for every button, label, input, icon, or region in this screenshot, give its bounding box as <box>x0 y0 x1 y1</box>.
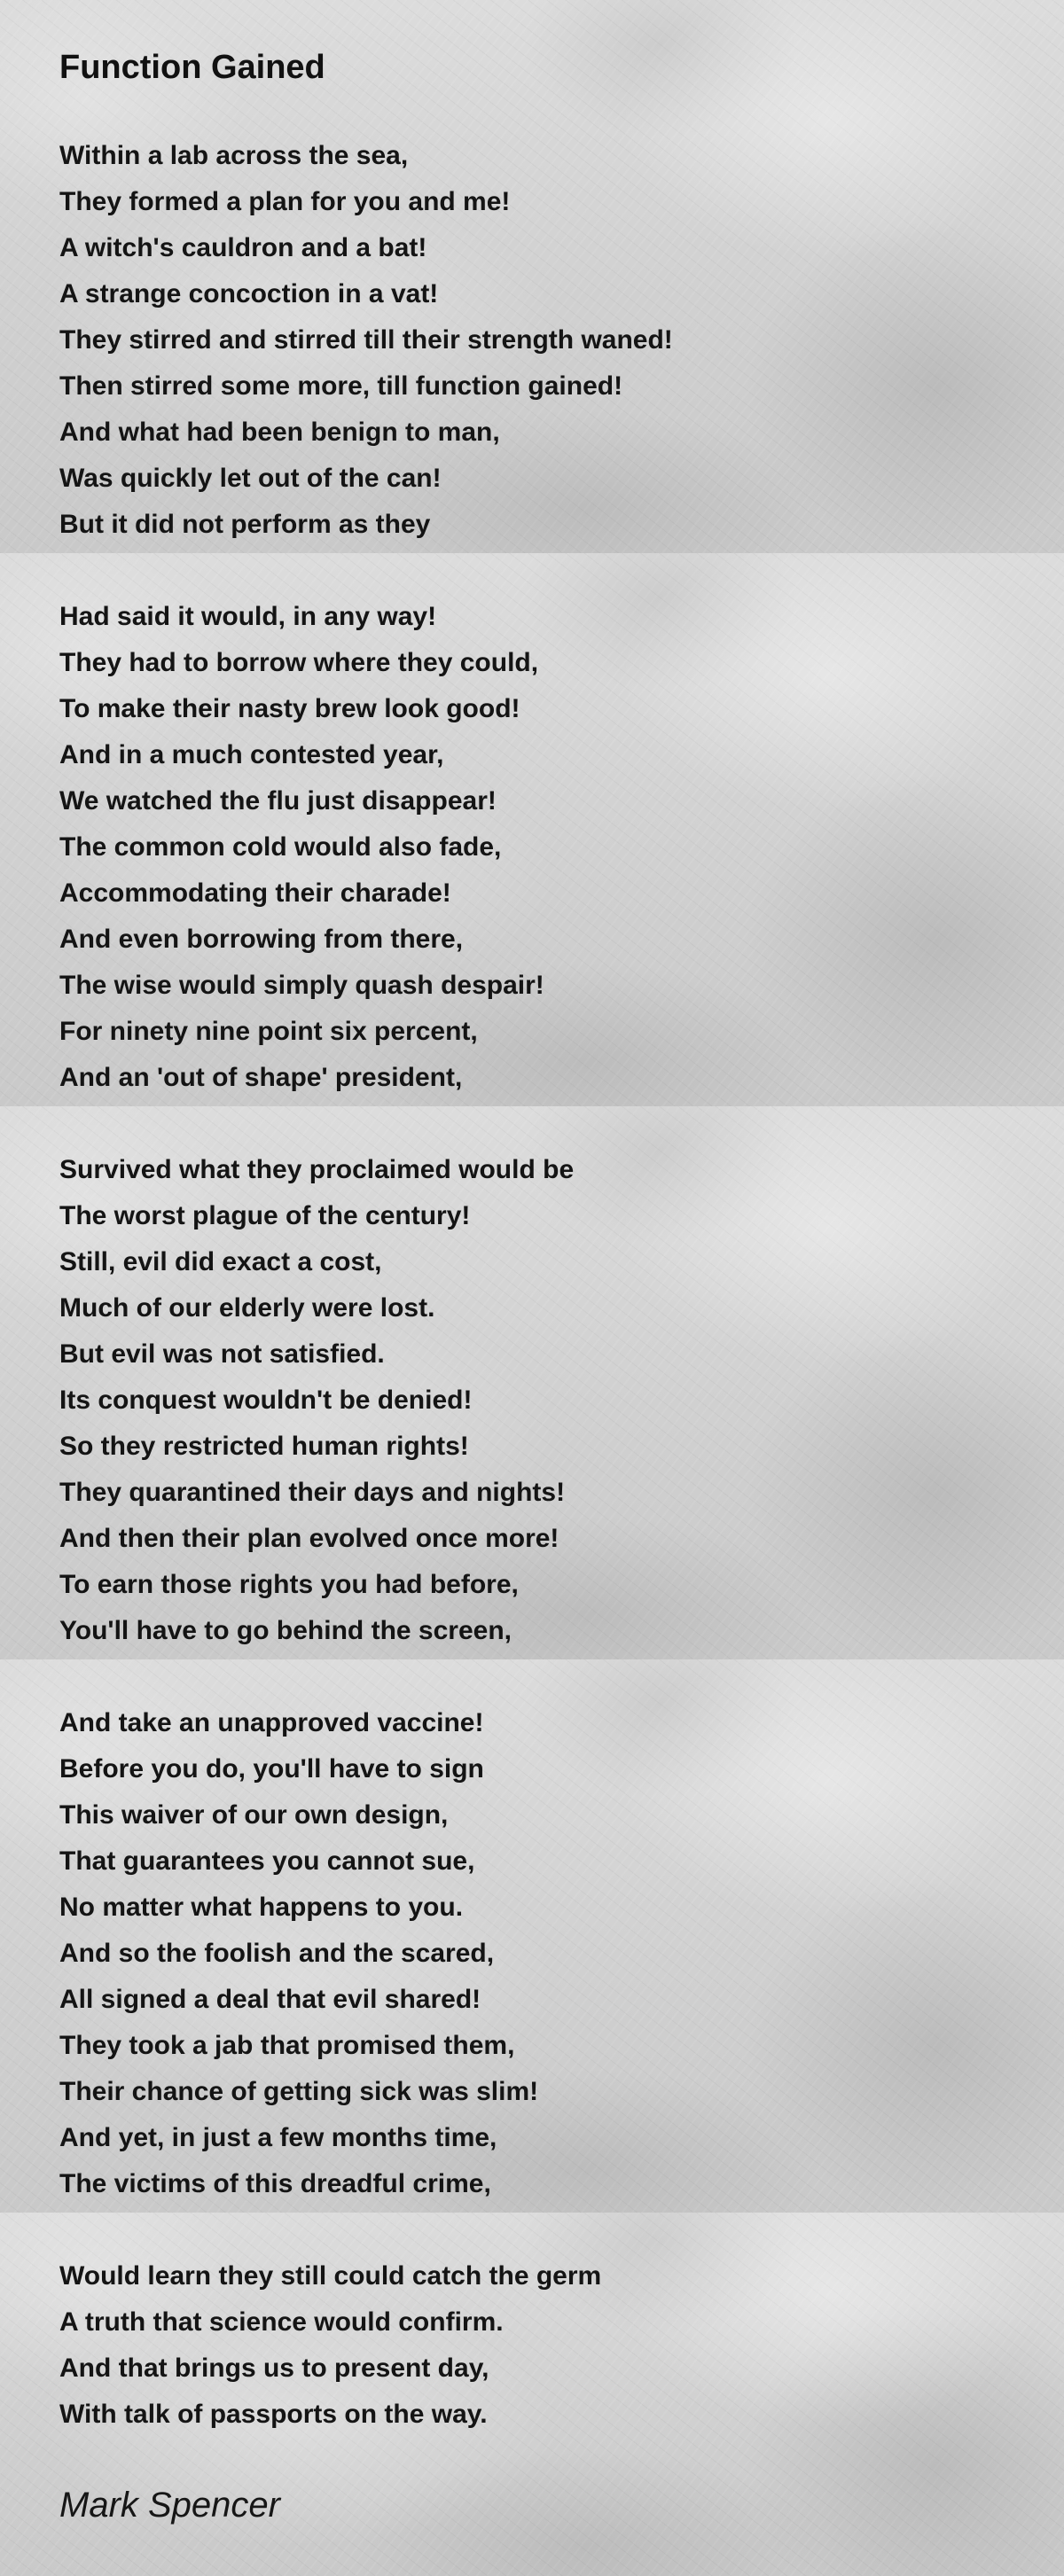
stanza-break <box>59 2207 673 2253</box>
poem-line: And in a much contested year, <box>59 740 444 769</box>
poem-line: And take an unapproved vaccine! <box>59 1708 484 1737</box>
poem-line: This waiver of our own design, <box>59 1800 449 1830</box>
poem-stanza <box>59 2253 673 2438</box>
poem-line: Within a lab across the sea, <box>59 141 409 170</box>
poem-title: Function Gained <box>59 49 325 86</box>
poem-line: To make their nasty brew look good! <box>59 694 520 723</box>
poem-line: They stirred and stirred till their strength waned! <box>59 325 673 355</box>
poem-stanza <box>59 133 673 548</box>
poem-line: The victims of this dreadful crime, <box>59 2169 491 2198</box>
poem-body <box>59 133 673 2438</box>
poem-line: They had to borrow where they could, <box>59 648 539 677</box>
poem-line: And yet, in just a few months time, <box>59 2123 497 2152</box>
poem-line: And even borrowing from there, <box>59 925 464 954</box>
poem-line: Before you do, you'll have to sign <box>59 1754 484 1784</box>
poem-line: Its conquest wouldn't be denied! <box>59 1386 473 1415</box>
poem-author: Mark Spencer <box>59 2486 280 2525</box>
poem-line: So they restricted human rights! <box>59 1432 469 1461</box>
poem-line: Would learn they still could catch the germ <box>59 2261 602 2291</box>
poem-line: A strange concoction in a vat! <box>59 279 439 308</box>
stanza-break <box>59 1654 673 1700</box>
poem-stanza <box>59 1147 673 1654</box>
poem-line: And so the foolish and the scared, <box>59 1939 495 1968</box>
poem-line: And that brings us to present day, <box>59 2354 489 2383</box>
poem-line: Much of our elderly were lost. <box>59 1293 435 1323</box>
poem-line: Survived what they proclaimed would be <box>59 1155 575 1184</box>
poem-line: That guarantees you cannot sue, <box>59 1846 475 1876</box>
poem-line: But it did not perform as they <box>59 510 431 539</box>
poem-line: Their chance of getting sick was slim! <box>59 2077 539 2106</box>
poem-line: We watched the flu just disappear! <box>59 786 497 816</box>
poem-line: Had said it would, in any way! <box>59 602 437 631</box>
poem-line: All signed a deal that evil shared! <box>59 1985 481 2014</box>
poem-stanza <box>59 1700 673 2207</box>
poem-line: To earn those rights you had before, <box>59 1570 519 1599</box>
poem-line: They quarantined their days and nights! <box>59 1478 566 1507</box>
stanza-break <box>59 1101 673 1147</box>
poem-line: Accommodating their charade! <box>59 878 451 908</box>
poem-line: No matter what happens to you. <box>59 1893 464 1922</box>
stanza-break <box>59 548 673 594</box>
poem-line: The worst plague of the century! <box>59 1201 471 1230</box>
poem-line: Then stirred some more, till function gained! <box>59 371 623 401</box>
poem-line: For ninety nine point six percent, <box>59 1017 478 1046</box>
poem-line: And then their plan evolved once more! <box>59 1524 559 1553</box>
poem-line: With talk of passports on the way. <box>59 2400 488 2429</box>
poem-line: The common cold would also fade, <box>59 832 502 862</box>
poem-line: And an 'out of shape' president, <box>59 1063 463 1092</box>
poem-line: Was quickly let out of the can! <box>59 464 442 493</box>
poem-line: The wise would simply quash despair! <box>59 971 544 1000</box>
poem-line: A witch's cauldron and a bat! <box>59 233 427 262</box>
poem-line: They formed a plan for you and me! <box>59 187 511 216</box>
poem-line: A truth that science would confirm. <box>59 2307 504 2337</box>
poem-line: And what had been benign to man, <box>59 418 500 447</box>
poem-line: But evil was not satisfied. <box>59 1339 385 1369</box>
poem-line: Still, evil did exact a cost, <box>59 1247 382 1276</box>
poem-line: They took a jab that promised them, <box>59 2031 515 2060</box>
poem-stanza <box>59 594 673 1101</box>
poem-line: You'll have to go behind the screen, <box>59 1616 512 1645</box>
